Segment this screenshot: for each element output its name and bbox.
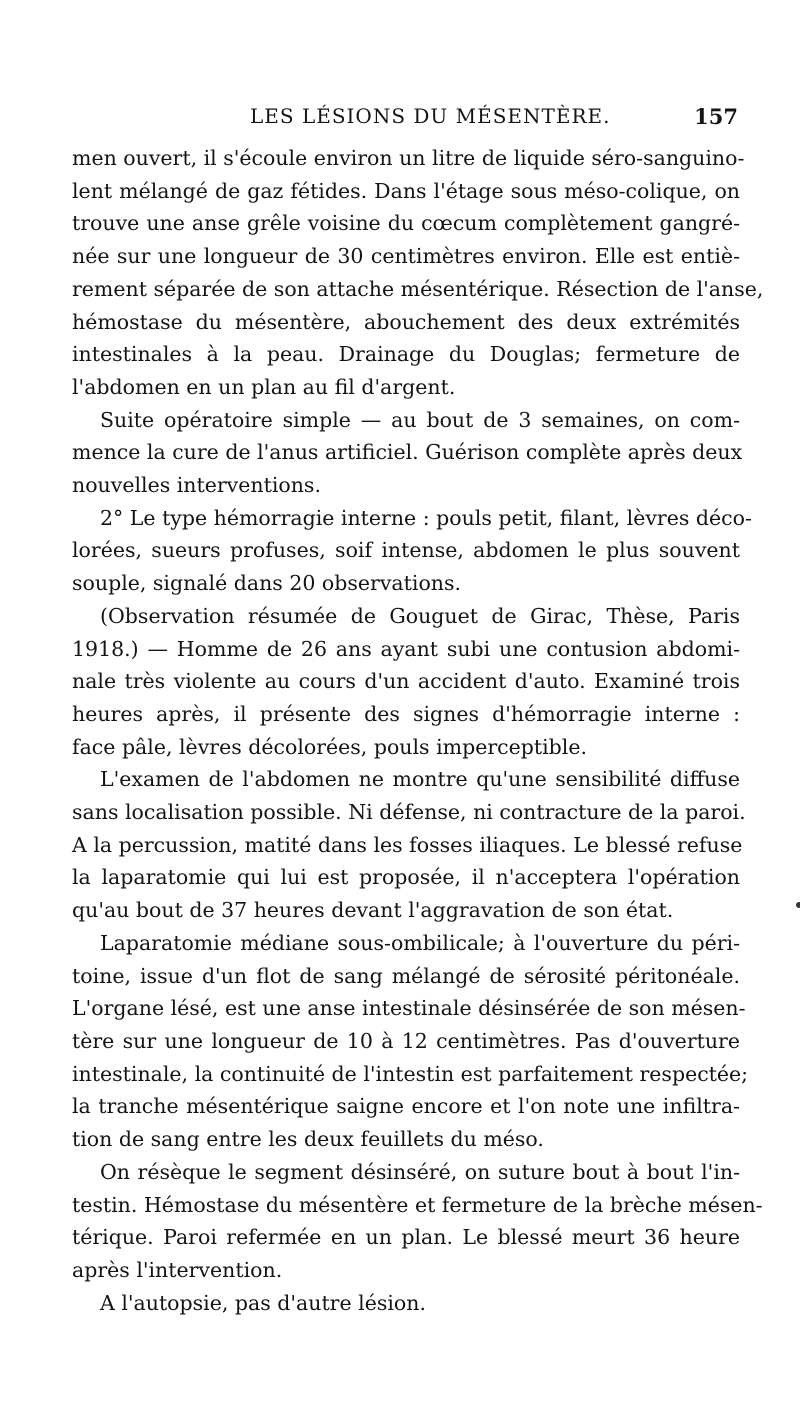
page-header [0,104,800,134]
paragraph [72,927,749,1156]
text-line: lent mélangé de gaz fétides. Dans l'étage sous méso-colique, on [72,178,740,203]
text-line: L'organe lésé, est une anse intestinale désinsérée de son mésen- [72,996,746,1021]
page-number: 157 [694,104,738,129]
text-line: men ouvert, il s'écoule environ un litre de liquide séro-sanguino- [72,146,745,170]
running-title: LES LÉSIONS DU MÉSENTÈRE. [250,104,611,128]
text-line: trouve une anse grêle voisine du cœcum complètement gangré- [72,211,740,236]
ink-speck [796,902,800,908]
text-line: heures après, il présente des signes d'hémorragie interne : [72,701,740,726]
text-line: souple, signalé dans 20 observations. [72,571,462,596]
text-line: tion de sang entre les deux feuillets du méso. [72,1127,544,1152]
paragraph [72,763,746,927]
text-line: intestinales à la peau. Drainage du Douglas; fermeture de [72,342,740,367]
text-line: rement séparée de son attache mésentérique. Résection de l'anse, [72,276,764,301]
text-line: mence la cure de l'anus artificiel. Guérison complète après deux [72,440,743,465]
paragraph [72,142,764,404]
text-line: 2° Le type hémorragie interne : pouls petit, filant, lèvres déco- [100,505,752,530]
text-line: après l'intervention. [72,1257,283,1282]
text-line: nouvelles interventions. [72,473,321,498]
text-line: Suite opératoire simple — au bout de 3 semaines, on com- [100,407,740,432]
text-line: toine, issue d'un flot de sang mélangé de sérosité péritonéale. [72,963,740,988]
text-line: tère sur une longueur de 10 à 12 centimètres. Pas d'ouverture [72,1028,740,1053]
text-line: A l'autopsie, pas d'autre lésion. [100,1290,426,1315]
paragraph [72,1287,740,1320]
paragraph [72,600,740,764]
text-line: térique. Paroi refermée en un plan. Le blessé meurt 36 heure [72,1225,740,1250]
text-line: l'abdomen en un plan au fil d'argent. [72,374,456,399]
text-line: 1918.) — Homme de 26 ans ayant subi une contusion abdomi- [72,636,740,661]
text-line: qu'au bout de 37 heures devant l'aggravation de son état. [72,898,674,923]
paragraph [72,404,743,502]
paragraph [72,502,752,600]
text-line: (Observation résumée de Gouguet de Girac, Thèse, Paris [100,603,740,628]
text-line: hémostase du mésentère, abouchement des deux extrémités [72,309,740,334]
text-line: sans localisation possible. Ni défense, ni contracture de la paroi. [72,800,746,825]
body-text [72,142,764,1319]
text-line: la laparatomie qui lui est proposée, il n'acceptera l'opération [72,865,740,890]
text-line: testin. Hémostase du mésentère et fermeture de la brèche mésen- [72,1192,763,1217]
text-line: Laparatomie médiane sous-ombilicale; à l'ouverture du péri- [100,930,740,955]
text-line: la tranche mésentérique saigne encore et l'on note une infiltra- [72,1094,740,1119]
text-line: A la percussion, matité dans les fosses iliaques. Le blessé refuse [72,832,743,857]
text-line: nale très violente au cours d'un accident d'auto. Examiné trois [72,669,740,694]
text-line: face pâle, lèvres décolorées, pouls imperceptible. [72,734,588,759]
text-line: lorées, sueurs profuses, soif intense, abdomen le plus souvent [72,538,740,563]
text-line: On résèque le segment désinséré, on suture bout à bout l'in- [100,1159,740,1184]
text-line: née sur une longueur de 30 centimètres environ. Elle est entiè- [72,244,740,269]
text-line: intestinale, la continuité de l'intestin est parfaitement respectée; [72,1061,749,1086]
text-line: L'examen de l'abdomen ne montre qu'une sensibilité diffuse [100,767,740,792]
paragraph [72,1156,763,1287]
